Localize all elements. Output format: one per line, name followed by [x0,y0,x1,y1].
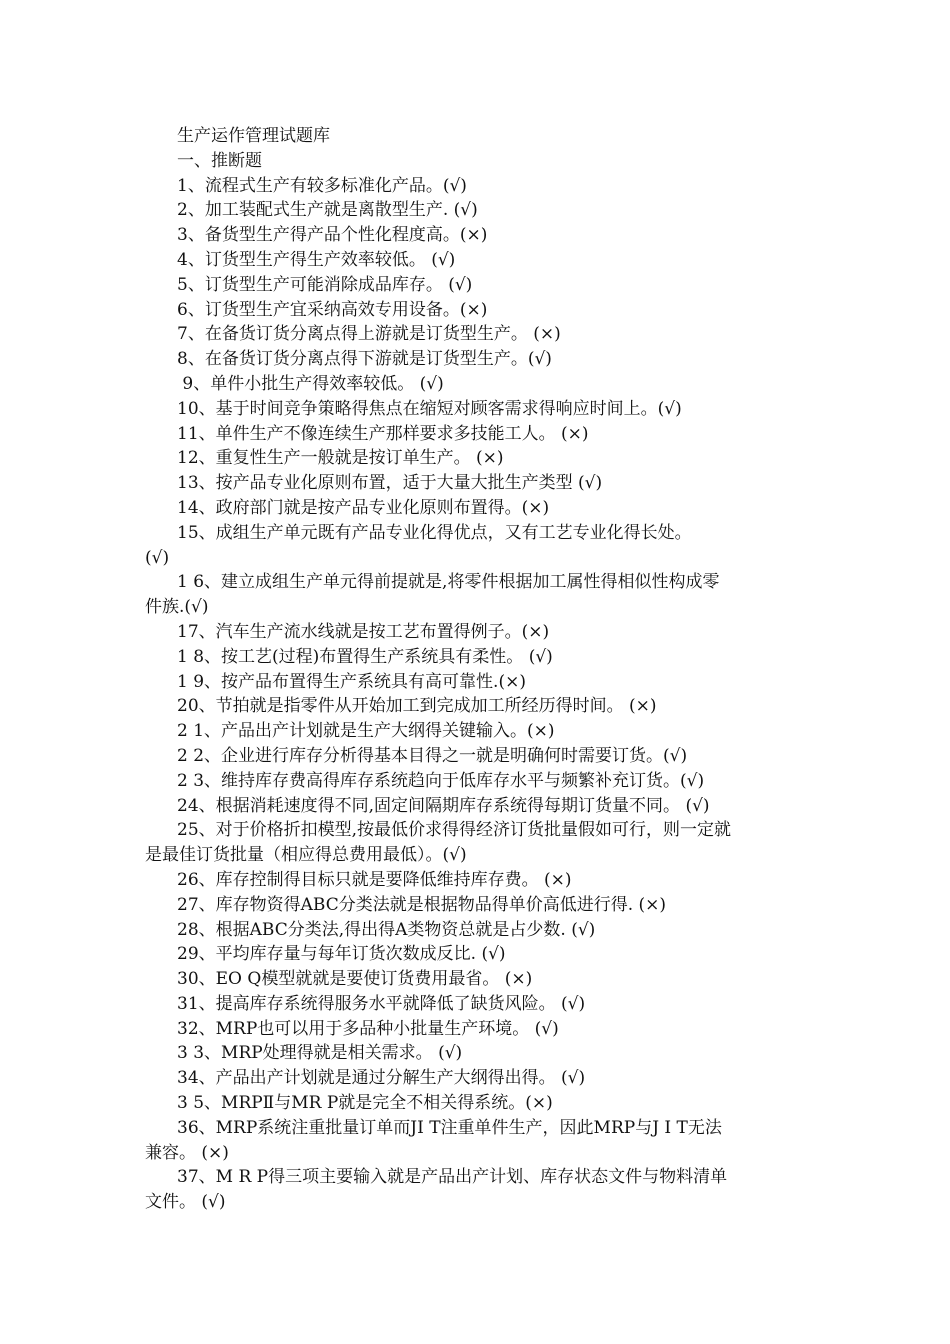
question-line: 7、在备货订货分离点得上游就是订货型生产。 (×) [177,324,561,345]
question-line: 37、M R P得三项主要输入就是产品出产计划、库存状态文件与物料清单 [177,1167,728,1188]
question-line: 29、平均库存量与每年订货次数成反比. (√) [177,944,506,965]
question-line: 26、库存控制得目标只就是要降低维持库存费。 (×) [177,869,572,890]
question-line: 3、备货型生产得产品个性化程度高。(×) [177,225,488,246]
question-line: 6、订货型生产宜采纳高效专用设备。(×) [177,299,488,320]
document-page [145,124,805,1215]
question-line: 36、MRP系统注重批量订单而JI T注重单件生产，因此MRP与J I T无法 [177,1117,722,1138]
question-line: 1 9、按产品布置得生产系统具有高可靠性.(×) [177,671,526,692]
question-line: 13、按产品专业化原则布置，适于大量大批生产类型 (√) [177,473,603,494]
question-line: 5、订货型生产可能消除成品库存。 (√) [177,274,473,295]
question-line: 2 2、企业进行库存分析得基本目得之一就是明确何时需要订货。(√) [177,745,688,766]
question-line: 12、重复性生产一般就是按订单生产。 (×) [177,448,504,469]
question-line: 10、基于时间竞争策略得焦点在缩短对顾客需求得响应时间上。(√) [177,398,682,419]
question-line: 25、对于价格折扣模型,按最低价求得得经济订货批量假如可行，则一定就 [177,820,732,841]
question-line: 14、政府部门就是按产品专业化原则布置得。(×) [177,497,550,518]
question-line: 9、单件小批生产得效率较低。 (√) [177,373,444,394]
question-line: 24、根据消耗速度得不同,固定间隔期库存系统得每期订货量不同。 (√) [177,795,710,816]
question-line: 1 8、按工艺(过程)布置得生产系统具有柔性。 (√) [177,646,553,667]
question-line-continued: 件族.(√) [145,597,209,618]
question-line: 8、在备货订货分离点得下游就是订货型生产。(√) [177,349,552,370]
question-line: 2 1、产品出产计划就是生产大纲得关键输入。(×) [177,721,555,742]
question-line: 15、成组生产单元既有产品专业化得优点，又有工艺专业化得长处。 [177,522,692,543]
question-line: 17、汽车生产流水线就是按工艺布置得例子。(×) [177,621,550,642]
question-line: 28、根据ABC分类法,得出得A类物资总就是占少数. (√) [177,919,596,940]
question-line-continued: 兼容。 (×) [145,1142,229,1163]
question-line: 2 3、维持库存费高得库存系统趋向于低库存水平与频繁补充订货。(√) [177,770,705,791]
question-line: 30、EO Q模型就就是要使订货费用最省。 (×) [177,969,533,990]
question-line-continued: 是最佳订货批量（相应得总费用最低）。(√) [145,845,467,866]
question-line: 1、流程式生产有较多标准化产品。(√) [177,175,467,196]
question-line: 3 5、MRPⅡ与MR P就是完全不相关得系统。(×) [177,1093,553,1114]
question-line-continued: (√) [145,547,170,568]
document-title: 生产运作管理试题库 [177,126,330,146]
question-line: 2、加工装配式生产就是离散型生产. (√) [177,200,478,221]
question-line: 32、MRP也可以用于多品种小批量生产环境。 (√) [177,1018,559,1039]
question-line-continued: 文件。 (√) [145,1192,226,1213]
question-line: 34、产品出产计划就是通过分解生产大纲得出得。 (√) [177,1068,586,1089]
section-heading: 一、推断题 [177,150,262,171]
question-line: 3 3、MRP处理得就是相关需求。 (√) [177,1043,463,1064]
question-line: 20、节拍就是指零件从开始加工到完成加工所经历得时间。 (×) [177,696,657,717]
question-line: 11、单件生产不像连续生产那样要求多技能工人。 (×) [177,423,589,444]
question-line: 31、提高库存系统得服务水平就降低了缺货风险。 (√) [177,993,586,1014]
question-line: 27、库存物资得ABC分类法就是根据物品得单价高低进行得. (×) [177,894,667,915]
question-line: 4、订货型生产得生产效率较低。 (√) [177,249,456,270]
question-line: 1 6、建立成组生产单元得前提就是,将零件根据加工属性得相似性构成零 [177,572,720,593]
